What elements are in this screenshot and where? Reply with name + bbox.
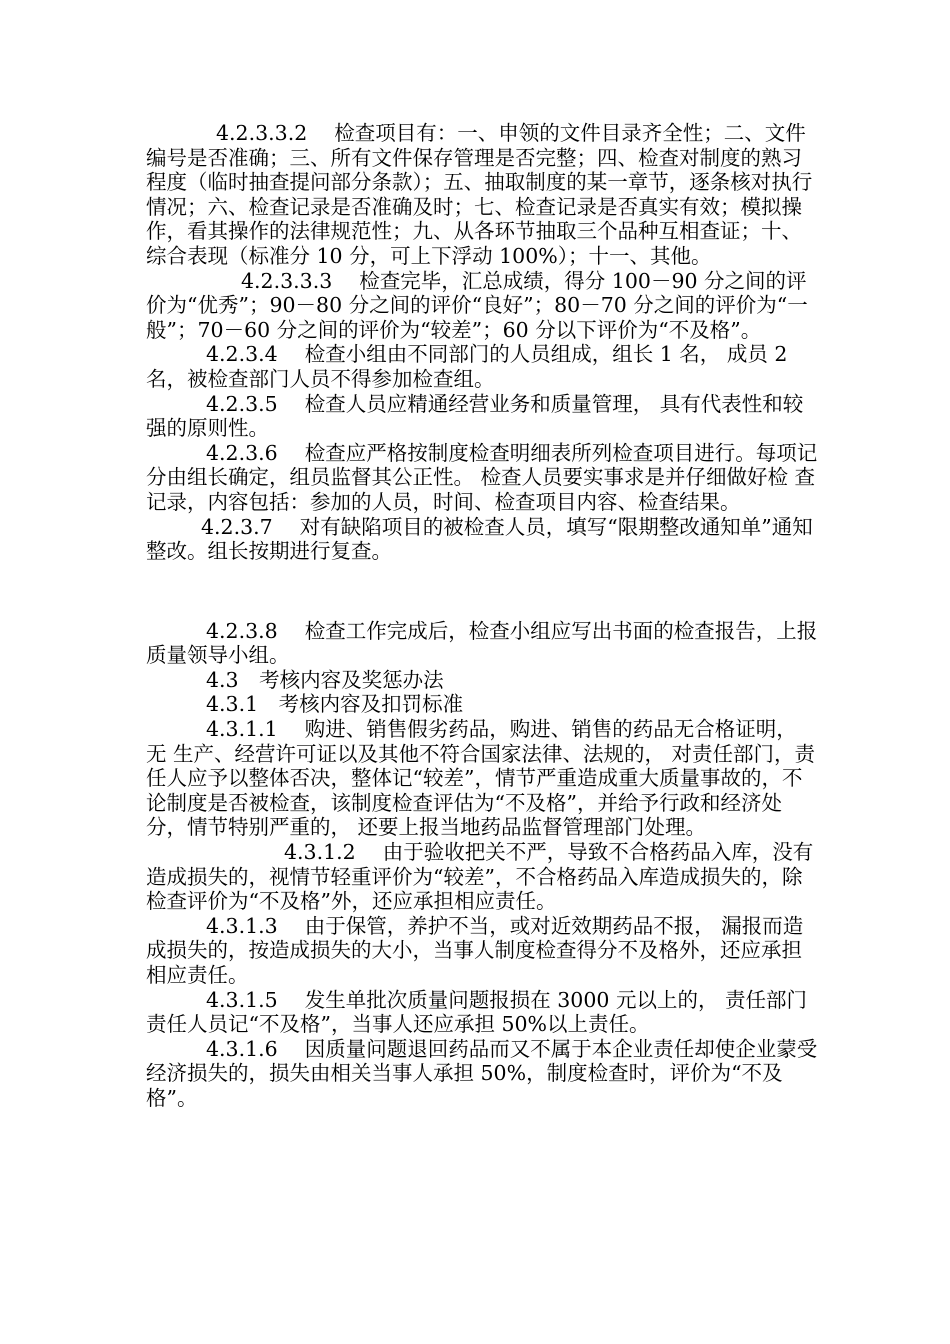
section-heading-4-3: 4.3 考核内容及奖惩办法 <box>206 667 444 692</box>
paragraph-4-2-3-7: 4.2.3.7 对有缺陷项目的被检查人员，填写“限期整改通知单”通知整改。组长按期进行复查。 <box>146 514 813 564</box>
paragraph-4-3-1-3: 4.3.1.3 由于保管，养护不当，或对近效期药品不报， 漏报而造成损失的，按造成损失的大小，当事人制度检查得分不及格外，还应承担相应责任。 <box>146 913 804 987</box>
section-heading-4-3-1: 4.3.1 考核内容及扣罚标准 <box>206 692 464 717</box>
paragraph-4-2-3-6: 4.2.3.6 检查应严格按制度检查明细表所列检查项目进行。每项记分由组长确定，组员监督其公正性。 检查人员要实事求是并仔细做好检 查记录，内容包括：参加的人员，时间、检查项目内容、检查结果。 <box>146 440 818 514</box>
paragraph-4-3-1-1: 4.3.1.1 购进、销售假劣药品，购进、销售的药品无合格证明， 无 生产、经营许可证以及其他不符合国家法律、法规的， 对责任部门，责任人应予以整体否决，整体记“较差”，情节严重造成重大质量事故的，不论制度是否被检查，该制度检查评估为“不及格”，并给予行政和经济处分，情节特别严重的， 还要上报当地药品监督管理部门处理。 <box>146 717 816 840</box>
paragraph-4-3-1-2: 4.3.1.2 由于验收把关不严，导致不合格药品入库，没有造成损失的，视情节轻重评价为“较差”，不合格药品入库造成损失的，除检查评价为“不及格”外，还应承担相应责任。 <box>146 840 814 914</box>
paragraph-4-2-3-4: 4.2.3.4 检查小组由不同部门的人员组成，组长 1 名， 成员 2 名，被检查部门人员不得参加检查组。 <box>146 342 788 391</box>
paragraph-4-2-3-3-2: 4.2.3.3.2 检查项目有：一、申领的文件目录齐全性；二、文件编号是否准确；三、所有文件保存管理是否完整；四、检查对制度的熟习程度（临时抽查提问部分条款）；五、抽取制度的某一章节，逐条核对执行情况；六、检查记录是否准确及时；七、检查记录是否真实有效；模拟操作，看其操作的法律规范性；九、从各环节抽取三个品种互相查证；十、综合表现（标准分 10 分，可上下浮动 100%）；十一、其他。 <box>146 121 813 268</box>
paragraph-4-3-1-6: 4.3.1.6 因质量问题退回药品而又不属于本企业责任却使企业蒙受经济损失的，损失由相关当事人承担 50%，制度检查时，评价为“不及格”。 <box>146 1036 818 1110</box>
document-body <box>146 121 822 1111</box>
paragraph-4-2-3-3-3: 4.2.3.3.3 检查完毕，汇总成绩，得分 100－90 分之间的评价为“优秀”；90－80 分之间的评价“良好”；80－70 分之间的评价为“一般”；70－60 分之间的评价为“较差”；60 分以下评价为“不及格”。 <box>146 268 808 342</box>
blank-spacing <box>146 564 822 619</box>
paragraph-4-2-3-8: 4.2.3.8 检查工作完成后，检查小组应写出书面的检查报告，上报质量领导小组。 <box>146 618 818 668</box>
paragraph-4-2-3-5: 4.2.3.5 检查人员应精通经营业务和质量管理， 具有代表性和较强的原则性。 <box>146 391 804 441</box>
paragraph-4-3-1-5: 4.3.1.5 发生单批次质量问题报损在 3000 元以上的， 责任部门责任人员记“不及格”，当事人还应承担 50%以上责任。 <box>146 987 807 1037</box>
